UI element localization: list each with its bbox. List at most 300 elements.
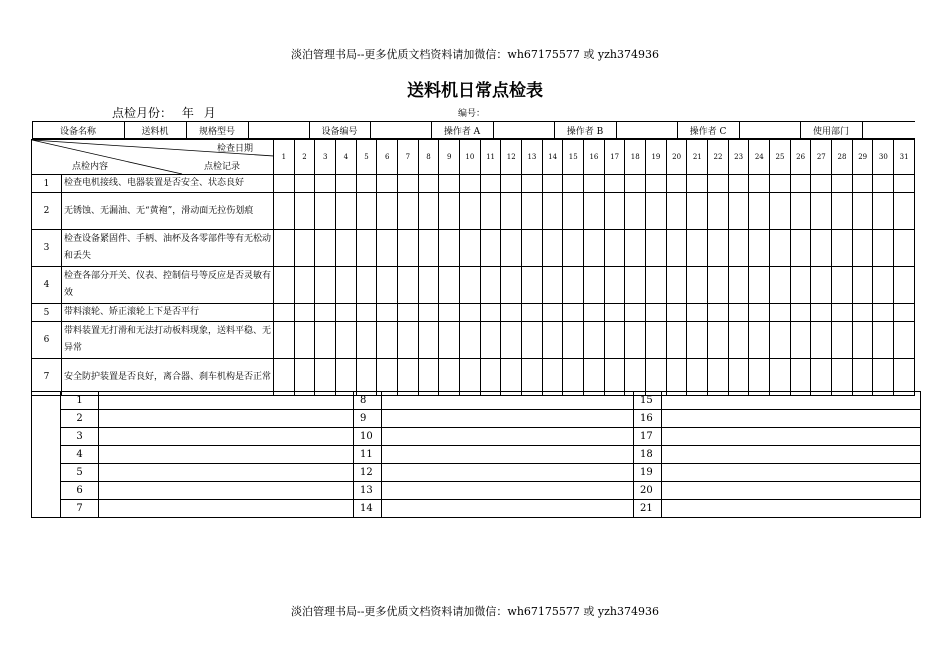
day-header-10: 10 xyxy=(460,140,481,175)
item-number: 3 xyxy=(32,230,62,267)
check-cell[interactable] xyxy=(542,193,563,230)
check-cell[interactable] xyxy=(832,230,853,267)
check-cell[interactable] xyxy=(894,230,915,267)
check-cell[interactable] xyxy=(894,175,915,193)
item-content: 检查设备紧固件、手柄、油杯及各零部件等有无松动和丢失 xyxy=(62,230,274,267)
check-cell[interactable] xyxy=(377,359,398,396)
check-cell[interactable] xyxy=(832,267,853,304)
note-number: 18 xyxy=(634,446,662,464)
check-cell[interactable] xyxy=(418,193,439,230)
check-cell[interactable] xyxy=(790,322,811,359)
check-cell[interactable] xyxy=(687,359,708,396)
check-cell[interactable] xyxy=(790,359,811,396)
check-cell[interactable] xyxy=(584,193,605,230)
check-cell[interactable] xyxy=(625,322,646,359)
check-cell[interactable] xyxy=(894,359,915,396)
check-cell[interactable] xyxy=(480,267,501,304)
item-number: 1 xyxy=(32,175,62,193)
check-cell[interactable] xyxy=(315,322,336,359)
check-cell[interactable] xyxy=(501,322,522,359)
check-cell[interactable] xyxy=(708,193,729,230)
check-cell[interactable] xyxy=(274,230,295,267)
check-cell[interactable] xyxy=(584,304,605,322)
device-name-value: 送料机 xyxy=(124,122,186,139)
check-cell[interactable] xyxy=(542,359,563,396)
check-cell[interactable] xyxy=(398,304,419,322)
check-cell[interactable] xyxy=(460,359,481,396)
check-cell[interactable] xyxy=(625,267,646,304)
item-number: 6 xyxy=(32,322,62,359)
check-cell[interactable] xyxy=(749,322,770,359)
check-cell[interactable] xyxy=(728,267,749,304)
info-row-wrap xyxy=(32,121,915,140)
check-cell[interactable] xyxy=(439,322,460,359)
check-cell[interactable] xyxy=(398,230,419,267)
check-cell[interactable] xyxy=(356,193,377,230)
note-number: 1 xyxy=(61,392,99,410)
operator-b-value[interactable] xyxy=(616,122,677,139)
check-cell[interactable] xyxy=(770,304,791,322)
check-cell[interactable] xyxy=(894,193,915,230)
check-cell[interactable] xyxy=(666,175,687,193)
check-cell[interactable] xyxy=(832,193,853,230)
check-cell[interactable] xyxy=(625,359,646,396)
note-text-cell[interactable] xyxy=(382,428,634,446)
check-cell[interactable] xyxy=(398,359,419,396)
check-cell[interactable] xyxy=(501,230,522,267)
check-cell[interactable] xyxy=(832,322,853,359)
check-cell[interactable] xyxy=(625,193,646,230)
check-cell[interactable] xyxy=(728,193,749,230)
check-cell[interactable] xyxy=(852,267,873,304)
check-cell[interactable] xyxy=(770,267,791,304)
check-cell[interactable] xyxy=(666,230,687,267)
check-cell[interactable] xyxy=(708,175,729,193)
check-cell[interactable] xyxy=(460,230,481,267)
check-cell[interactable] xyxy=(666,267,687,304)
check-cell[interactable] xyxy=(790,175,811,193)
check-cell[interactable] xyxy=(604,193,625,230)
content-label: 点检内容 xyxy=(72,162,109,172)
check-cell[interactable] xyxy=(418,230,439,267)
check-cell[interactable] xyxy=(501,267,522,304)
note-text-cell[interactable] xyxy=(382,446,634,464)
check-cell[interactable] xyxy=(522,322,543,359)
check-cell[interactable] xyxy=(811,175,832,193)
info-row xyxy=(32,121,915,140)
check-cell[interactable] xyxy=(687,193,708,230)
note-row xyxy=(32,446,921,464)
check-cell[interactable] xyxy=(294,304,315,322)
check-cell[interactable] xyxy=(336,267,357,304)
check-cell[interactable] xyxy=(522,267,543,304)
check-cell[interactable] xyxy=(873,267,894,304)
note-row xyxy=(32,482,921,500)
check-cell[interactable] xyxy=(873,322,894,359)
spec-label: 规格型号 xyxy=(186,122,248,139)
check-cell[interactable] xyxy=(604,322,625,359)
check-cell[interactable] xyxy=(274,304,295,322)
device-no-value[interactable] xyxy=(370,122,431,139)
day-header-7: 7 xyxy=(398,140,419,175)
check-cell[interactable] xyxy=(563,304,584,322)
note-text-cell[interactable] xyxy=(99,464,354,482)
dept-value[interactable] xyxy=(862,122,915,139)
note-text-cell[interactable] xyxy=(99,482,354,500)
check-cell[interactable] xyxy=(356,359,377,396)
check-cell[interactable] xyxy=(770,193,791,230)
check-cell[interactable] xyxy=(563,193,584,230)
check-cell[interactable] xyxy=(377,175,398,193)
check-cell[interactable] xyxy=(315,304,336,322)
check-cell[interactable] xyxy=(460,193,481,230)
day-header-6: 6 xyxy=(377,140,398,175)
day-header-29: 29 xyxy=(852,140,873,175)
check-cell[interactable] xyxy=(522,175,543,193)
check-cell[interactable] xyxy=(274,175,295,193)
check-cell[interactable] xyxy=(584,267,605,304)
check-cell[interactable] xyxy=(770,359,791,396)
check-cell[interactable] xyxy=(625,304,646,322)
check-cell[interactable] xyxy=(460,304,481,322)
check-cell[interactable] xyxy=(811,193,832,230)
note-number: 13 xyxy=(354,482,382,500)
month-label: 点检月份： xyxy=(112,106,173,120)
day-header-26: 26 xyxy=(790,140,811,175)
check-cell[interactable] xyxy=(294,322,315,359)
check-cell[interactable] xyxy=(542,267,563,304)
note-number: 20 xyxy=(634,482,662,500)
check-cell[interactable] xyxy=(315,359,336,396)
check-cell[interactable] xyxy=(480,322,501,359)
check-cell[interactable] xyxy=(501,193,522,230)
check-cell[interactable] xyxy=(356,322,377,359)
check-cell[interactable] xyxy=(666,359,687,396)
check-cell[interactable] xyxy=(356,175,377,193)
check-cell[interactable] xyxy=(687,230,708,267)
page-title: 送料机日常点检表 xyxy=(407,81,543,101)
note-text-cell[interactable] xyxy=(382,392,634,410)
note-text-cell[interactable] xyxy=(662,500,921,518)
check-cell[interactable] xyxy=(439,193,460,230)
check-cell[interactable] xyxy=(749,267,770,304)
check-cell[interactable] xyxy=(542,175,563,193)
check-cell[interactable] xyxy=(873,193,894,230)
check-cell[interactable] xyxy=(708,230,729,267)
note-row xyxy=(32,428,921,446)
operator-a-value[interactable] xyxy=(493,122,554,139)
check-cell[interactable] xyxy=(294,175,315,193)
item-content: 安全防护装置是否良好，离合器、刹车机构是否正常 xyxy=(62,359,274,396)
check-cell[interactable] xyxy=(749,359,770,396)
note-row xyxy=(32,500,921,518)
day-header-28: 28 xyxy=(832,140,853,175)
check-cell[interactable] xyxy=(708,267,729,304)
check-cell[interactable] xyxy=(646,359,667,396)
check-cell[interactable] xyxy=(377,322,398,359)
check-cell[interactable] xyxy=(604,359,625,396)
check-cell[interactable] xyxy=(356,304,377,322)
check-cell[interactable] xyxy=(646,175,667,193)
check-cell[interactable] xyxy=(356,267,377,304)
note-number: 16 xyxy=(634,410,662,428)
day-header-21: 21 xyxy=(687,140,708,175)
check-cell[interactable] xyxy=(790,304,811,322)
check-cell[interactable] xyxy=(625,230,646,267)
check-cell[interactable] xyxy=(336,359,357,396)
check-cell[interactable] xyxy=(336,322,357,359)
check-cell[interactable] xyxy=(604,175,625,193)
note-text-cell[interactable] xyxy=(662,446,921,464)
day-header-12: 12 xyxy=(501,140,522,175)
note-number: 11 xyxy=(354,446,382,464)
check-cell[interactable] xyxy=(377,267,398,304)
check-cell[interactable] xyxy=(894,304,915,322)
day-header-25: 25 xyxy=(770,140,791,175)
check-cell[interactable] xyxy=(666,304,687,322)
check-cell[interactable] xyxy=(294,359,315,396)
item-number: 4 xyxy=(32,267,62,304)
check-cell[interactable] xyxy=(398,267,419,304)
note-text-cell[interactable] xyxy=(662,428,921,446)
check-cell[interactable] xyxy=(811,304,832,322)
check-cell[interactable] xyxy=(770,230,791,267)
check-cell[interactable] xyxy=(832,304,853,322)
check-cell[interactable] xyxy=(522,304,543,322)
check-cell[interactable] xyxy=(501,304,522,322)
check-cell[interactable] xyxy=(294,230,315,267)
check-cell[interactable] xyxy=(811,359,832,396)
check-cell[interactable] xyxy=(356,230,377,267)
check-cell[interactable] xyxy=(315,193,336,230)
note-number: 19 xyxy=(634,464,662,482)
check-cell[interactable] xyxy=(294,193,315,230)
check-cell[interactable] xyxy=(646,322,667,359)
check-cell[interactable] xyxy=(873,304,894,322)
check-cell[interactable] xyxy=(501,359,522,396)
check-cell[interactable] xyxy=(377,304,398,322)
check-cell[interactable] xyxy=(708,304,729,322)
page-header-note: 淡泊管理书局--更多优质文档资料请加微信：wh67175577 或 yzh374936 xyxy=(291,48,659,61)
note-text-cell[interactable] xyxy=(382,464,634,482)
check-cell[interactable] xyxy=(728,359,749,396)
check-cell[interactable] xyxy=(728,230,749,267)
check-cell[interactable] xyxy=(687,304,708,322)
check-cell[interactable] xyxy=(542,322,563,359)
check-cell[interactable] xyxy=(728,322,749,359)
check-cell[interactable] xyxy=(398,175,419,193)
day-header-19: 19 xyxy=(646,140,667,175)
note-text-cell[interactable] xyxy=(99,410,354,428)
check-cell[interactable] xyxy=(563,359,584,396)
check-cell[interactable] xyxy=(315,230,336,267)
check-cell[interactable] xyxy=(646,267,667,304)
note-text-cell[interactable] xyxy=(99,446,354,464)
check-cell[interactable] xyxy=(522,230,543,267)
day-header-16: 16 xyxy=(584,140,605,175)
check-cell[interactable] xyxy=(563,175,584,193)
day-header-24: 24 xyxy=(749,140,770,175)
month-unit: 月 xyxy=(203,106,216,120)
note-text-cell[interactable] xyxy=(662,464,921,482)
operator-b-label: 操作者 B xyxy=(554,122,616,139)
check-cell[interactable] xyxy=(274,193,295,230)
check-cell[interactable] xyxy=(542,230,563,267)
check-cell[interactable] xyxy=(770,322,791,359)
check-cell[interactable] xyxy=(563,267,584,304)
check-cell[interactable] xyxy=(274,322,295,359)
note-text-cell[interactable] xyxy=(99,428,354,446)
day-header-5: 5 xyxy=(356,140,377,175)
check-cell[interactable] xyxy=(646,230,667,267)
check-cell[interactable] xyxy=(811,322,832,359)
check-cell[interactable] xyxy=(480,175,501,193)
note-number: 4 xyxy=(61,446,99,464)
check-cell[interactable] xyxy=(294,267,315,304)
note-number: 21 xyxy=(634,500,662,518)
check-cell[interactable] xyxy=(852,193,873,230)
check-cell[interactable] xyxy=(336,175,357,193)
check-cell[interactable] xyxy=(439,267,460,304)
check-cell[interactable] xyxy=(460,267,481,304)
check-cell[interactable] xyxy=(439,175,460,193)
check-cell[interactable] xyxy=(274,359,295,396)
check-cell[interactable] xyxy=(336,193,357,230)
check-cell[interactable] xyxy=(625,175,646,193)
check-cell[interactable] xyxy=(604,230,625,267)
check-cell[interactable] xyxy=(418,359,439,396)
operator-c-value[interactable] xyxy=(739,122,800,139)
check-cell[interactable] xyxy=(418,322,439,359)
note-number: 7 xyxy=(61,500,99,518)
check-cell[interactable] xyxy=(315,175,336,193)
note-text-cell[interactable] xyxy=(662,410,921,428)
check-cell[interactable] xyxy=(480,193,501,230)
spec-value[interactable] xyxy=(248,122,309,139)
check-cell[interactable] xyxy=(480,304,501,322)
check-cell[interactable] xyxy=(894,322,915,359)
check-cell[interactable] xyxy=(542,304,563,322)
check-cell[interactable] xyxy=(666,322,687,359)
check-cell[interactable] xyxy=(749,304,770,322)
check-cell[interactable] xyxy=(728,304,749,322)
check-cell[interactable] xyxy=(728,175,749,193)
check-cell[interactable] xyxy=(439,359,460,396)
check-cell[interactable] xyxy=(377,193,398,230)
check-cell[interactable] xyxy=(460,322,481,359)
check-cell[interactable] xyxy=(604,267,625,304)
check-cell[interactable] xyxy=(336,304,357,322)
item-content: 检查各部分开关、仪表、控制信号等反应是否灵敏有效 xyxy=(62,267,274,304)
check-cell[interactable] xyxy=(832,359,853,396)
check-cell[interactable] xyxy=(646,304,667,322)
check-cell[interactable] xyxy=(604,304,625,322)
diagonal-header-cell xyxy=(32,140,274,175)
check-cell[interactable] xyxy=(852,230,873,267)
operator-a-label: 操作者 A xyxy=(431,122,493,139)
check-cell[interactable] xyxy=(873,359,894,396)
notes-side-cell xyxy=(32,392,61,518)
check-cell[interactable] xyxy=(811,230,832,267)
check-cell[interactable] xyxy=(522,359,543,396)
note-text-cell[interactable] xyxy=(382,482,634,500)
check-cell[interactable] xyxy=(852,175,873,193)
check-cell[interactable] xyxy=(852,304,873,322)
notes-table xyxy=(31,391,921,518)
check-cell[interactable] xyxy=(377,230,398,267)
note-text-cell[interactable] xyxy=(99,392,354,410)
check-cell[interactable] xyxy=(687,175,708,193)
note-text-cell[interactable] xyxy=(382,500,634,518)
day-header-1: 1 xyxy=(274,140,295,175)
check-cell[interactable] xyxy=(749,230,770,267)
check-cell[interactable] xyxy=(336,230,357,267)
check-cell[interactable] xyxy=(584,322,605,359)
check-cell[interactable] xyxy=(522,193,543,230)
check-cell[interactable] xyxy=(439,304,460,322)
check-cell[interactable] xyxy=(873,175,894,193)
day-header-14: 14 xyxy=(542,140,563,175)
check-cell[interactable] xyxy=(418,304,439,322)
check-cell[interactable] xyxy=(563,322,584,359)
check-cell[interactable] xyxy=(398,322,419,359)
check-cell[interactable] xyxy=(832,175,853,193)
check-cell[interactable] xyxy=(894,267,915,304)
check-cell[interactable] xyxy=(811,267,832,304)
check-cell[interactable] xyxy=(584,359,605,396)
check-cell[interactable] xyxy=(770,175,791,193)
check-cell[interactable] xyxy=(873,230,894,267)
check-cell[interactable] xyxy=(584,175,605,193)
check-cell[interactable] xyxy=(708,359,729,396)
note-number: 9 xyxy=(354,410,382,428)
check-cell[interactable] xyxy=(852,359,873,396)
item-number: 2 xyxy=(32,193,62,230)
check-cell[interactable] xyxy=(501,175,522,193)
note-row xyxy=(32,464,921,482)
day-header-9: 9 xyxy=(439,140,460,175)
check-cell[interactable] xyxy=(460,175,481,193)
check-cell[interactable] xyxy=(439,230,460,267)
check-cell[interactable] xyxy=(749,193,770,230)
check-cell[interactable] xyxy=(790,230,811,267)
check-cell[interactable] xyxy=(790,267,811,304)
check-cell[interactable] xyxy=(852,322,873,359)
check-cell[interactable] xyxy=(418,267,439,304)
check-cell[interactable] xyxy=(480,359,501,396)
check-cell[interactable] xyxy=(646,193,667,230)
check-cell[interactable] xyxy=(563,230,584,267)
note-text-cell[interactable] xyxy=(662,392,921,410)
note-text-cell[interactable] xyxy=(662,482,921,500)
check-cell[interactable] xyxy=(708,322,729,359)
check-cell[interactable] xyxy=(398,193,419,230)
check-cell[interactable] xyxy=(418,175,439,193)
check-cell[interactable] xyxy=(584,230,605,267)
check-cell[interactable] xyxy=(687,267,708,304)
check-cell[interactable] xyxy=(315,267,336,304)
check-cell[interactable] xyxy=(480,230,501,267)
check-cell[interactable] xyxy=(274,267,295,304)
note-text-cell[interactable] xyxy=(382,410,634,428)
note-text-cell[interactable] xyxy=(99,500,354,518)
inspection-table xyxy=(31,121,915,396)
check-cell[interactable] xyxy=(790,193,811,230)
check-cell[interactable] xyxy=(666,193,687,230)
item-content: 带料装置无打滑和无法打动板料现象，送料平稳、无异常 xyxy=(62,322,274,359)
check-cell[interactable] xyxy=(749,175,770,193)
check-cell[interactable] xyxy=(687,322,708,359)
